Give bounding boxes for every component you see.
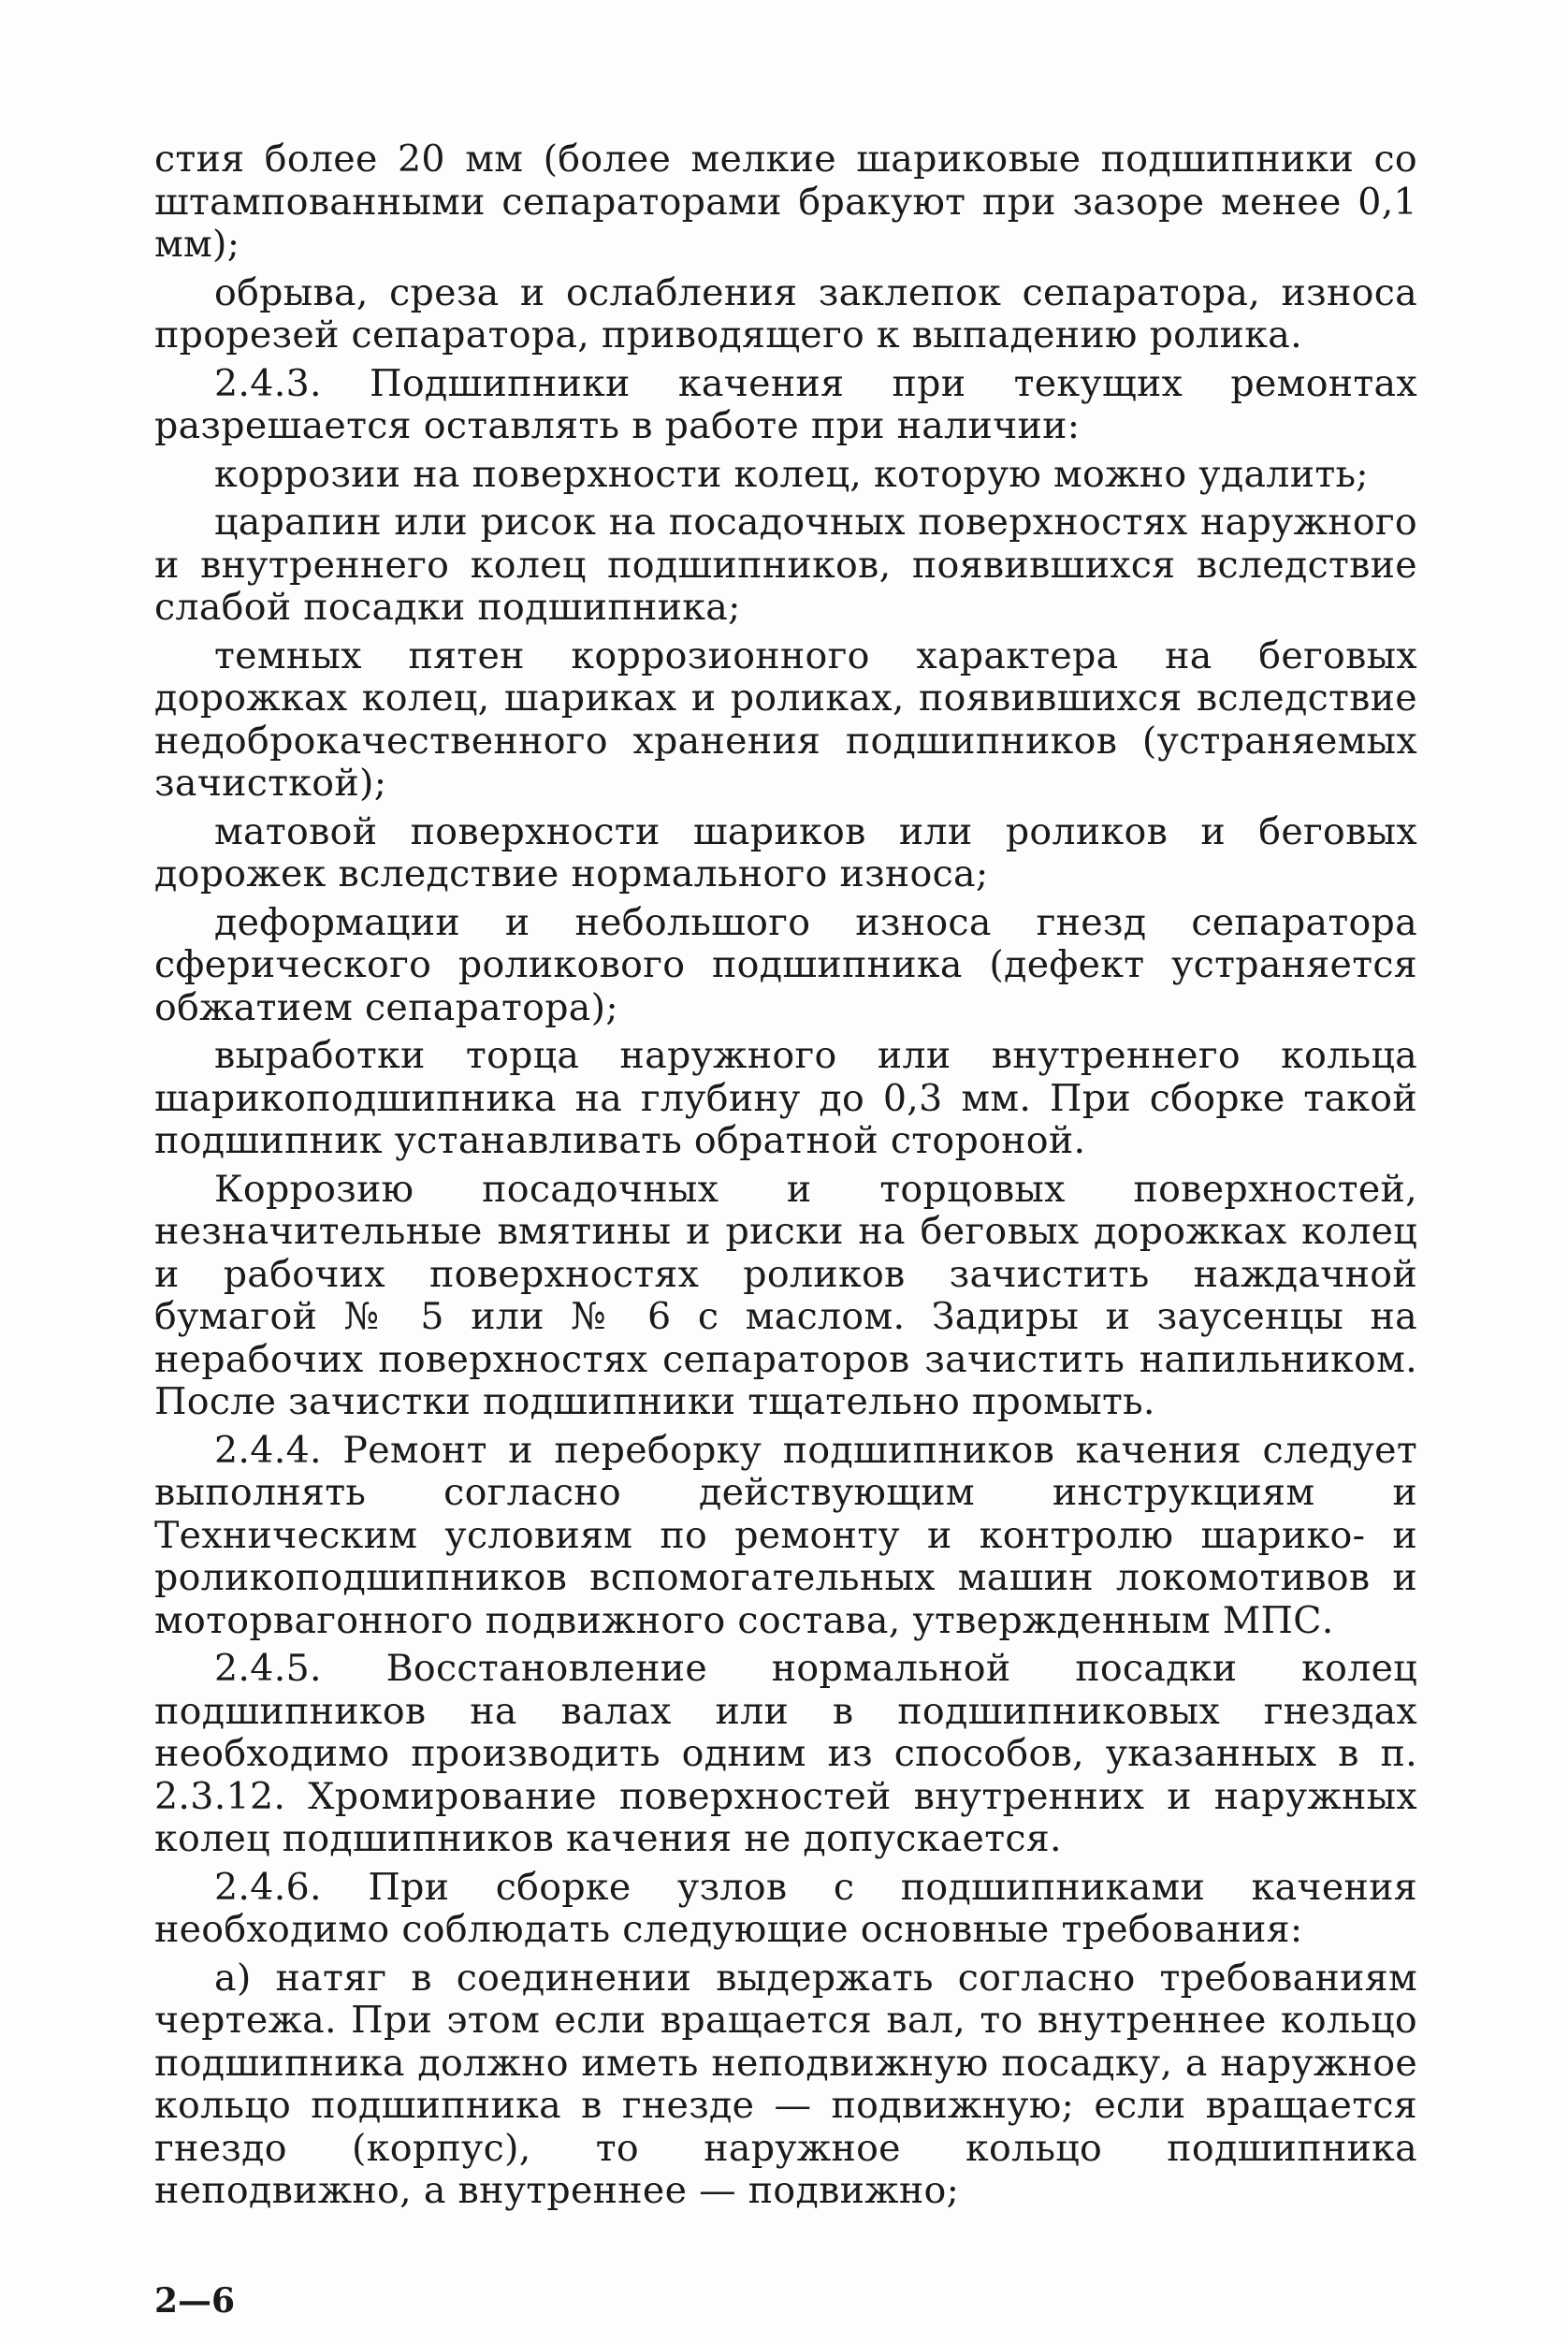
paragraph: обрыва, среза и ослабления заклепок сепаратора, износа прорезей сепаратора, приводящего к выпадению ролика. [154,270,1417,357]
paragraph: деформации и небольшого износа гнезд сепаратора сферического роликового подшипника (дефект устраняется обжатием сепаратора); [154,900,1417,1029]
paragraph-item-a: а) натяг в соединении выдержать согласно требованиям чертежа. При этом если вращается вал, то внутреннее кольцо подшипника должно иметь неподвижную посадку, а наружное кольцо подшипника в гнезде — подвижную; если вращается гнездо (корпус), то наружное кольцо подшипника неподвижно, а внутреннее — подвижно; [154,1956,1417,2212]
paragraph-2-4-4: 2.4.4. Ремонт и переборку подшипников качения следует выполнять согласно действующим инструкциям и Техническим условиям по ремонту и контролю шарико- и роликоподшипников вспомогательных машин локомотивов и моторвагонного подвижного состава, утвержденным МПС. [154,1428,1417,1642]
paragraph: царапин или рисок на посадочных поверхностях наружного и внутреннего колец подшипников, появившихся вследствие слабой посадки подшипника; [154,501,1417,629]
paragraph-continuation: стия более 20 мм (более мелкие шариковые подшипники со штампованными сепараторами бракуют при зазоре менее 0,1 мм); [154,138,1417,266]
page-signature: 2—6 [154,2281,236,2321]
paragraph: выработки торца наружного или внутреннего кольца шарикоподшипника на глубину до 0,3 мм. При сборке такой подшипник устанавливать обратной стороной. [154,1034,1417,1162]
paragraph: матовой поверхности шариков или роликов и беговых дорожек вследствие нормального износа; [154,809,1417,895]
paragraph-2-4-5: 2.4.5. Восстановление нормальной посадки колец подшипников на валах или в подшипниковых гнездах необходимо производить одним из способов, указанных в п. 2.3.12. Хромирование поверхностей внутренних и наружных колец подшипников качения не допускается. [154,1647,1417,1860]
paragraph: коррозии на поверхности колец, которую можно удалить; [214,452,1369,496]
body-text [154,138,1417,2219]
paragraph: темных пятен коррозионного характера на беговых дорожках колец, шариках и роликах, появившихся вследствие недоброкачественного хранения подшипников (устраняемых зачисткой); [154,633,1417,805]
paragraph-2-4-3: 2.4.3. Подшипники качения при текущих ремонтах разрешается оставлять в работе при наличии: [154,361,1417,447]
paragraph: Коррозию посадочных и торцовых поверхностей, незначительные вмятины и риски на беговых дорожках колец и рабочих поверхностях роликов зачистить наждачной бумагой № 5 или № 6 с маслом. Задиры и заусенцы на нерабочих поверхностях сепараторов зачистить напильником. После зачистки подшипники тщательно промыть. [154,1167,1417,1423]
paragraph-2-4-6: 2.4.6. При сборке узлов с подшипниками качения необходимо соблюдать следующие основные требования: [154,1865,1417,1951]
